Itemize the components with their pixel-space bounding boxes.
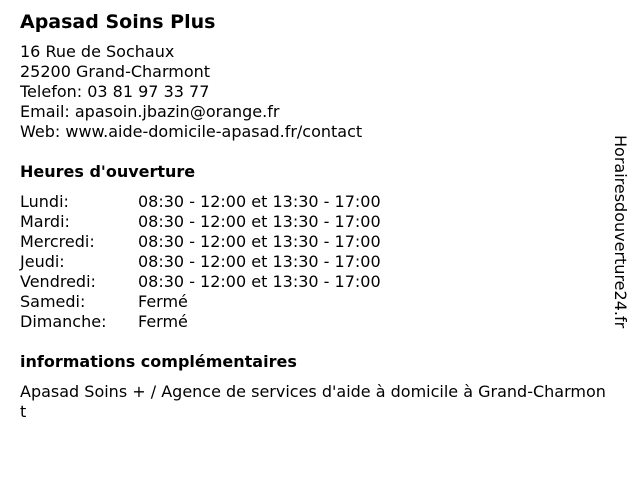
day-hours: 08:30 - 12:00 et 13:30 - 17:00	[138, 192, 381, 211]
web-line: Web: www.aide-domicile-apasad.fr/contact	[20, 122, 363, 141]
day-label: Jeudi:	[20, 252, 65, 271]
info-heading: informations complémentaires	[20, 352, 297, 371]
day-hours: Fermé	[138, 292, 188, 311]
phone-line: Telefon: ‭03 81 97 33 77‬	[20, 82, 210, 101]
hours-row	[20, 192, 610, 212]
email-line: Email: apasoin.jbazin@orange.fr	[20, 102, 280, 121]
hours-row	[20, 312, 610, 332]
site-watermark: Horairesdouverture24.fr	[611, 135, 630, 329]
day-hours: 08:30 - 12:00 et 13:30 - 17:00	[138, 272, 381, 291]
business-name: Apasad Soins Plus	[20, 11, 216, 33]
day-label: Mercredi:	[20, 232, 95, 251]
business-card	[20, 10, 610, 422]
day-hours: 08:30 - 12:00 et 13:30 - 17:00	[138, 212, 381, 231]
street-address: 16 Rue de Sochaux	[20, 42, 175, 61]
day-label: Lundi:	[20, 192, 69, 211]
hours-row	[20, 292, 610, 312]
info-text: Apasad Soins + / Agence de services d'aide à domicile à Grand-Charmont	[20, 382, 606, 421]
day-hours: 08:30 - 12:00 et 13:30 - 17:00	[138, 232, 381, 251]
day-label: Mardi:	[20, 212, 70, 231]
hours-row	[20, 232, 610, 252]
day-label: Dimanche:	[20, 312, 107, 331]
day-label: Vendredi:	[20, 272, 96, 291]
hours-row	[20, 252, 610, 272]
city-address: 25200 Grand-Charmont	[20, 62, 211, 81]
hours-table	[20, 192, 610, 332]
hours-heading: Heures d'ouverture	[20, 162, 196, 181]
day-hours: 08:30 - 12:00 et 13:30 - 17:00	[138, 252, 381, 271]
day-hours: Fermé	[138, 312, 188, 331]
day-label: Samedi:	[20, 292, 86, 311]
hours-row	[20, 272, 610, 292]
hours-row	[20, 212, 610, 232]
